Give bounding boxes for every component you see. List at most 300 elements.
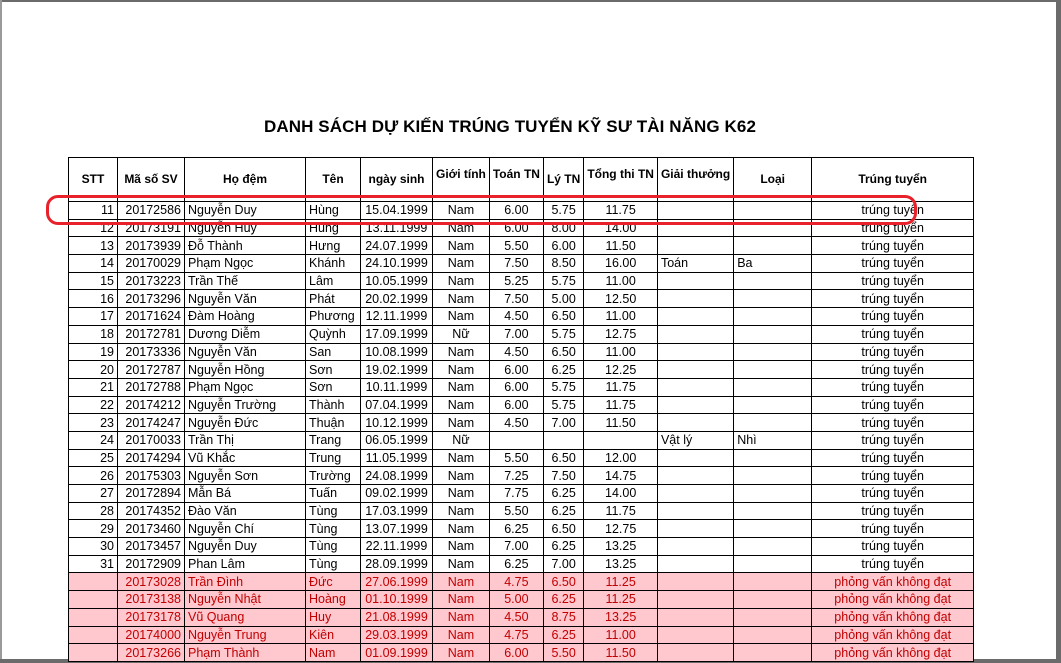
cell-award: [657, 272, 733, 290]
cell-physics: 5.00: [543, 290, 583, 308]
cell-first-name: Trường: [306, 467, 361, 485]
cell-gender: Nam: [433, 290, 490, 308]
header-math: Toán TN: [489, 158, 543, 202]
header-award-level: Loại: [734, 158, 812, 202]
cell-gender: Nam: [433, 255, 490, 273]
table-row: [69, 219, 974, 237]
cell-gender: Nam: [433, 467, 490, 485]
cell-first-name: Sơn: [306, 361, 361, 379]
cell-admitted: trúng tuyển: [812, 219, 974, 237]
cell-student-id: 20173223: [118, 272, 185, 290]
cell-math: [489, 431, 543, 449]
cell-total: 11.25: [584, 573, 658, 591]
cell-first-name: Hưng: [306, 237, 361, 255]
cell-award: [657, 308, 733, 326]
cell-middle-name: Vũ Khắc: [185, 449, 306, 467]
cell-physics: 5.75: [543, 272, 583, 290]
cell-gender: Nam: [433, 361, 490, 379]
cell-award: [657, 361, 733, 379]
cell-physics: 6.25: [543, 485, 583, 503]
cell-award-level: [734, 485, 812, 503]
cell-first-name: Phương: [306, 308, 361, 326]
cell-award: [657, 202, 733, 220]
cell-middle-name: Phạm Ngọc: [185, 255, 306, 273]
window-frame-left: [0, 0, 2, 663]
cell-admitted: trúng tuyển: [812, 308, 974, 326]
cell-total: 12.50: [584, 290, 658, 308]
cell-math: 6.00: [489, 378, 543, 396]
header-first-name: Tên: [306, 158, 361, 202]
cell-stt: 20: [69, 361, 118, 379]
header-middle-name: Họ đệm: [185, 158, 306, 202]
cell-math: 5.50: [489, 449, 543, 467]
cell-birth-date: 10.05.1999: [361, 272, 433, 290]
table-row: [69, 502, 974, 520]
cell-award: [657, 520, 733, 538]
cell-stt: 13: [69, 237, 118, 255]
cell-birth-date: 11.05.1999: [361, 449, 433, 467]
cell-first-name: Tùng: [306, 538, 361, 556]
cell-stt: 15: [69, 272, 118, 290]
cell-total: 12.25: [584, 361, 658, 379]
cell-middle-name: Nguyễn Duy: [185, 202, 306, 220]
cell-stt: 26: [69, 467, 118, 485]
header-student-id: Mã số SV: [118, 158, 185, 202]
cell-award: [657, 396, 733, 414]
cell-physics: 6.50: [543, 343, 583, 361]
cell-gender: Nam: [433, 573, 490, 591]
cell-middle-name: Nguyễn Đức: [185, 414, 306, 432]
cell-award: [657, 644, 733, 662]
cell-award-level: [734, 538, 812, 556]
cell-first-name: Sơn: [306, 378, 361, 396]
cell-award: [657, 219, 733, 237]
cell-stt: 19: [69, 343, 118, 361]
cell-award: [657, 538, 733, 556]
cell-total: [584, 431, 658, 449]
cell-gender: Nam: [433, 502, 490, 520]
cell-award-level: [734, 308, 812, 326]
cell-physics: 5.75: [543, 396, 583, 414]
cell-middle-name: Nguyễn Văn: [185, 290, 306, 308]
cell-stt: 27: [69, 485, 118, 503]
cell-middle-name: Phạm Thành: [185, 644, 306, 662]
cell-middle-name: Trần Đình: [185, 573, 306, 591]
cell-student-id: 20173191: [118, 219, 185, 237]
cell-birth-date: 13.07.1999: [361, 520, 433, 538]
cell-math: 4.50: [489, 608, 543, 626]
table-row: [69, 485, 974, 503]
cell-admitted: trúng tuyển: [812, 396, 974, 414]
cell-first-name: Tùng: [306, 520, 361, 538]
cell-admitted: trúng tuyển: [812, 431, 974, 449]
cell-gender: Nam: [433, 555, 490, 573]
cell-award-level: [734, 555, 812, 573]
cell-physics: 6.25: [543, 361, 583, 379]
table-row: [69, 325, 974, 343]
table-row: [69, 255, 974, 273]
cell-first-name: Thành: [306, 396, 361, 414]
cell-admitted: trúng tuyển: [812, 555, 974, 573]
cell-stt: 22: [69, 396, 118, 414]
cell-first-name: Hoàng: [306, 591, 361, 609]
cell-physics: 7.50: [543, 467, 583, 485]
table-row: [69, 573, 974, 591]
cell-physics: 6.00: [543, 237, 583, 255]
cell-admitted: trúng tuyển: [812, 502, 974, 520]
cell-physics: 5.50: [543, 644, 583, 662]
cell-math: 4.50: [489, 414, 543, 432]
window-frame-right: [1056, 0, 1061, 663]
cell-admitted: trúng tuyển: [812, 325, 974, 343]
cell-award: [657, 573, 733, 591]
cell-birth-date: 24.07.1999: [361, 237, 433, 255]
cell-physics: 6.25: [543, 538, 583, 556]
header-birth-date: ngày sinh: [361, 158, 433, 202]
cell-admitted: trúng tuyển: [812, 272, 974, 290]
cell-total: 14.00: [584, 219, 658, 237]
window-frame-top: [0, 0, 1061, 2]
cell-student-id: 20173939: [118, 237, 185, 255]
cell-birth-date: 15.04.1999: [361, 202, 433, 220]
cell-first-name: Trang: [306, 431, 361, 449]
cell-gender: Nữ: [433, 325, 490, 343]
cell-award-level: [734, 467, 812, 485]
table-row: [69, 290, 974, 308]
cell-first-name: Phát: [306, 290, 361, 308]
table-row: [69, 626, 974, 644]
table-row: [69, 467, 974, 485]
cell-middle-name: Trần Thế: [185, 272, 306, 290]
table-row: [69, 202, 974, 220]
cell-admitted: trúng tuyển: [812, 449, 974, 467]
cell-total: 11.00: [584, 308, 658, 326]
cell-math: 6.25: [489, 555, 543, 573]
cell-stt: 12: [69, 219, 118, 237]
cell-birth-date: 12.11.1999: [361, 308, 433, 326]
cell-gender: Nam: [433, 343, 490, 361]
cell-award-level: [734, 202, 812, 220]
cell-gender: Nam: [433, 449, 490, 467]
cell-stt: [69, 591, 118, 609]
cell-math: 7.25: [489, 467, 543, 485]
cell-middle-name: Nguyễn Nhật: [185, 591, 306, 609]
cell-award: [657, 608, 733, 626]
cell-physics: 5.75: [543, 325, 583, 343]
cell-award-level: [734, 591, 812, 609]
cell-award: [657, 290, 733, 308]
cell-admitted: phỏng vấn không đạt: [812, 626, 974, 644]
table-row: [69, 555, 974, 573]
table-row: [69, 361, 974, 379]
cell-middle-name: Nguyễn Trung: [185, 626, 306, 644]
cell-student-id: 20173457: [118, 538, 185, 556]
cell-math: 4.75: [489, 626, 543, 644]
cell-student-id: 20172781: [118, 325, 185, 343]
cell-total: 13.25: [584, 538, 658, 556]
header-gender: Giới tính: [433, 158, 490, 202]
cell-student-id: 20173336: [118, 343, 185, 361]
cell-gender: Nam: [433, 272, 490, 290]
cell-stt: 17: [69, 308, 118, 326]
cell-math: 7.00: [489, 325, 543, 343]
cell-award-level: Ba: [734, 255, 812, 273]
cell-award-level: [734, 644, 812, 662]
cell-award: [657, 555, 733, 573]
cell-admitted: trúng tuyển: [812, 485, 974, 503]
cell-admitted: trúng tuyển: [812, 361, 974, 379]
cell-gender: Nam: [433, 591, 490, 609]
cell-award: Vật lý: [657, 431, 733, 449]
cell-first-name: Hùng: [306, 219, 361, 237]
cell-admitted: trúng tuyển: [812, 378, 974, 396]
cell-award-level: [734, 396, 812, 414]
table-row: [69, 449, 974, 467]
cell-birth-date: 29.03.1999: [361, 626, 433, 644]
cell-award-level: [734, 237, 812, 255]
cell-stt: [69, 644, 118, 662]
cell-total: 11.75: [584, 202, 658, 220]
cell-admitted: trúng tuyển: [812, 290, 974, 308]
cell-total: 14.00: [584, 485, 658, 503]
cell-award: [657, 378, 733, 396]
cell-physics: 6.50: [543, 573, 583, 591]
cell-student-id: 20170033: [118, 431, 185, 449]
cell-gender: Nữ: [433, 431, 490, 449]
cell-gender: Nam: [433, 626, 490, 644]
cell-award-level: Nhì: [734, 431, 812, 449]
cell-award-level: [734, 520, 812, 538]
cell-stt: 24: [69, 431, 118, 449]
cell-admitted: trúng tuyển: [812, 520, 974, 538]
cell-award: [657, 467, 733, 485]
cell-gender: Nam: [433, 308, 490, 326]
cell-birth-date: 28.09.1999: [361, 555, 433, 573]
cell-award-level: [734, 414, 812, 432]
cell-admitted: trúng tuyển: [812, 467, 974, 485]
table-row: [69, 272, 974, 290]
header-physics: Lý TN: [543, 158, 583, 202]
cell-stt: [69, 608, 118, 626]
cell-award: [657, 343, 733, 361]
header-total: Tổng thi TN: [584, 158, 658, 202]
cell-student-id: 20172787: [118, 361, 185, 379]
cell-math: 6.25: [489, 520, 543, 538]
cell-stt: 31: [69, 555, 118, 573]
cell-award-level: [734, 343, 812, 361]
cell-middle-name: Đào Văn: [185, 502, 306, 520]
cell-student-id: 20172894: [118, 485, 185, 503]
cell-middle-name: Dương Diễm: [185, 325, 306, 343]
cell-admitted: trúng tuyển: [812, 343, 974, 361]
cell-total: 11.00: [584, 272, 658, 290]
cell-birth-date: 27.06.1999: [361, 573, 433, 591]
cell-stt: 16: [69, 290, 118, 308]
table-row: [69, 520, 974, 538]
cell-award-level: [734, 325, 812, 343]
cell-award-level: [734, 608, 812, 626]
cell-admitted: trúng tuyển: [812, 237, 974, 255]
cell-student-id: 20175303: [118, 467, 185, 485]
cell-total: 13.25: [584, 608, 658, 626]
table-row: [69, 343, 974, 361]
cell-gender: Nam: [433, 237, 490, 255]
cell-total: 14.75: [584, 467, 658, 485]
header-stt: STT: [69, 158, 118, 202]
cell-award-level: [734, 573, 812, 591]
cell-middle-name: Đỗ Thành: [185, 237, 306, 255]
cell-award-level: [734, 378, 812, 396]
cell-student-id: 20174000: [118, 626, 185, 644]
cell-student-id: 20173296: [118, 290, 185, 308]
cell-first-name: Đức: [306, 573, 361, 591]
cell-gender: Nam: [433, 378, 490, 396]
cell-award: [657, 414, 733, 432]
table-header-row: [69, 158, 974, 202]
cell-math: 5.00: [489, 591, 543, 609]
table-row: [69, 308, 974, 326]
cell-award: Toán: [657, 255, 733, 273]
cell-award: [657, 485, 733, 503]
cell-stt: 30: [69, 538, 118, 556]
table-row: [69, 378, 974, 396]
cell-total: 16.00: [584, 255, 658, 273]
cell-student-id: 20174294: [118, 449, 185, 467]
cell-math: 7.50: [489, 290, 543, 308]
cell-stt: 29: [69, 520, 118, 538]
cell-math: 7.75: [489, 485, 543, 503]
cell-award-level: [734, 626, 812, 644]
cell-first-name: Trung: [306, 449, 361, 467]
cell-award-level: [734, 449, 812, 467]
cell-physics: 6.50: [543, 449, 583, 467]
cell-middle-name: Nguyễn Văn: [185, 343, 306, 361]
cell-birth-date: 13.11.1999: [361, 219, 433, 237]
cell-middle-name: Nguyễn Sơn: [185, 467, 306, 485]
cell-first-name: Kiên: [306, 626, 361, 644]
cell-physics: 7.00: [543, 555, 583, 573]
cell-birth-date: 07.04.1999: [361, 396, 433, 414]
cell-math: 4.50: [489, 343, 543, 361]
cell-birth-date: 01.10.1999: [361, 591, 433, 609]
cell-math: 6.00: [489, 219, 543, 237]
cell-first-name: Tuấn: [306, 485, 361, 503]
cell-first-name: Tùng: [306, 555, 361, 573]
cell-middle-name: Nguyễn Trường: [185, 396, 306, 414]
cell-middle-name: Trần Thị: [185, 431, 306, 449]
cell-physics: 6.25: [543, 502, 583, 520]
cell-student-id: 20172788: [118, 378, 185, 396]
cell-total: 11.75: [584, 502, 658, 520]
cell-math: 7.00: [489, 538, 543, 556]
table-row: [69, 414, 974, 432]
cell-birth-date: 01.09.1999: [361, 644, 433, 662]
cell-award-level: [734, 361, 812, 379]
cell-birth-date: 17.03.1999: [361, 502, 433, 520]
cell-admitted: trúng tuyển: [812, 255, 974, 273]
cell-award: [657, 237, 733, 255]
cell-birth-date: 10.08.1999: [361, 343, 433, 361]
cell-birth-date: 10.11.1999: [361, 378, 433, 396]
cell-gender: Nam: [433, 202, 490, 220]
cell-first-name: Thuận: [306, 414, 361, 432]
cell-first-name: Quỳnh: [306, 325, 361, 343]
cell-total: 11.75: [584, 378, 658, 396]
cell-middle-name: Mẫn Bá: [185, 485, 306, 503]
cell-total: 12.00: [584, 449, 658, 467]
cell-physics: 8.50: [543, 255, 583, 273]
cell-birth-date: 24.10.1999: [361, 255, 433, 273]
cell-student-id: 20174352: [118, 502, 185, 520]
cell-math: 6.00: [489, 396, 543, 414]
cell-physics: 8.75: [543, 608, 583, 626]
cell-student-id: 20174212: [118, 396, 185, 414]
cell-gender: Nam: [433, 644, 490, 662]
cell-stt: 18: [69, 325, 118, 343]
cell-stt: 28: [69, 502, 118, 520]
cell-admitted: trúng tuyển: [812, 202, 974, 220]
cell-middle-name: Phan Lâm: [185, 555, 306, 573]
cell-math: 7.50: [489, 255, 543, 273]
cell-middle-name: Đàm Hoàng: [185, 308, 306, 326]
cell-physics: 8.00: [543, 219, 583, 237]
cell-award-level: [734, 219, 812, 237]
cell-first-name: Hùng: [306, 202, 361, 220]
cell-award: [657, 626, 733, 644]
cell-student-id: 20174247: [118, 414, 185, 432]
cell-middle-name: Nguyễn Huy: [185, 219, 306, 237]
cell-middle-name: Nguyễn Chí: [185, 520, 306, 538]
cell-first-name: San: [306, 343, 361, 361]
cell-stt: [69, 573, 118, 591]
cell-physics: 5.75: [543, 378, 583, 396]
cell-physics: 6.50: [543, 520, 583, 538]
cell-total: 11.25: [584, 591, 658, 609]
cell-stt: 25: [69, 449, 118, 467]
cell-middle-name: Nguyễn Hồng: [185, 361, 306, 379]
cell-award: [657, 591, 733, 609]
cell-physics: 6.50: [543, 308, 583, 326]
cell-physics: [543, 431, 583, 449]
table-row: [69, 237, 974, 255]
cell-physics: 6.25: [543, 591, 583, 609]
cell-total: 11.50: [584, 237, 658, 255]
cell-award: [657, 502, 733, 520]
table-row: [69, 644, 974, 662]
cell-total: 11.50: [584, 644, 658, 662]
cell-gender: Nam: [433, 520, 490, 538]
table-row: [69, 538, 974, 556]
cell-birth-date: 21.08.1999: [361, 608, 433, 626]
table-row: [69, 396, 974, 414]
cell-birth-date: 06.05.1999: [361, 431, 433, 449]
cell-admitted: trúng tuyển: [812, 538, 974, 556]
cell-student-id: 20172586: [118, 202, 185, 220]
cell-math: 4.50: [489, 308, 543, 326]
header-admitted: Trúng tuyển: [812, 158, 974, 202]
cell-award: [657, 449, 733, 467]
cell-birth-date: 09.02.1999: [361, 485, 433, 503]
cell-student-id: 20171624: [118, 308, 185, 326]
cell-birth-date: 20.02.1999: [361, 290, 433, 308]
cell-student-id: 20170029: [118, 255, 185, 273]
cell-physics: 6.25: [543, 626, 583, 644]
cell-award-level: [734, 502, 812, 520]
document-title: DANH SÁCH DỰ KIẾN TRÚNG TUYỂN KỸ SƯ TÀI NĂNG K62: [263, 117, 757, 136]
cell-birth-date: 24.08.1999: [361, 467, 433, 485]
cell-first-name: Tùng: [306, 502, 361, 520]
cell-math: 5.50: [489, 237, 543, 255]
